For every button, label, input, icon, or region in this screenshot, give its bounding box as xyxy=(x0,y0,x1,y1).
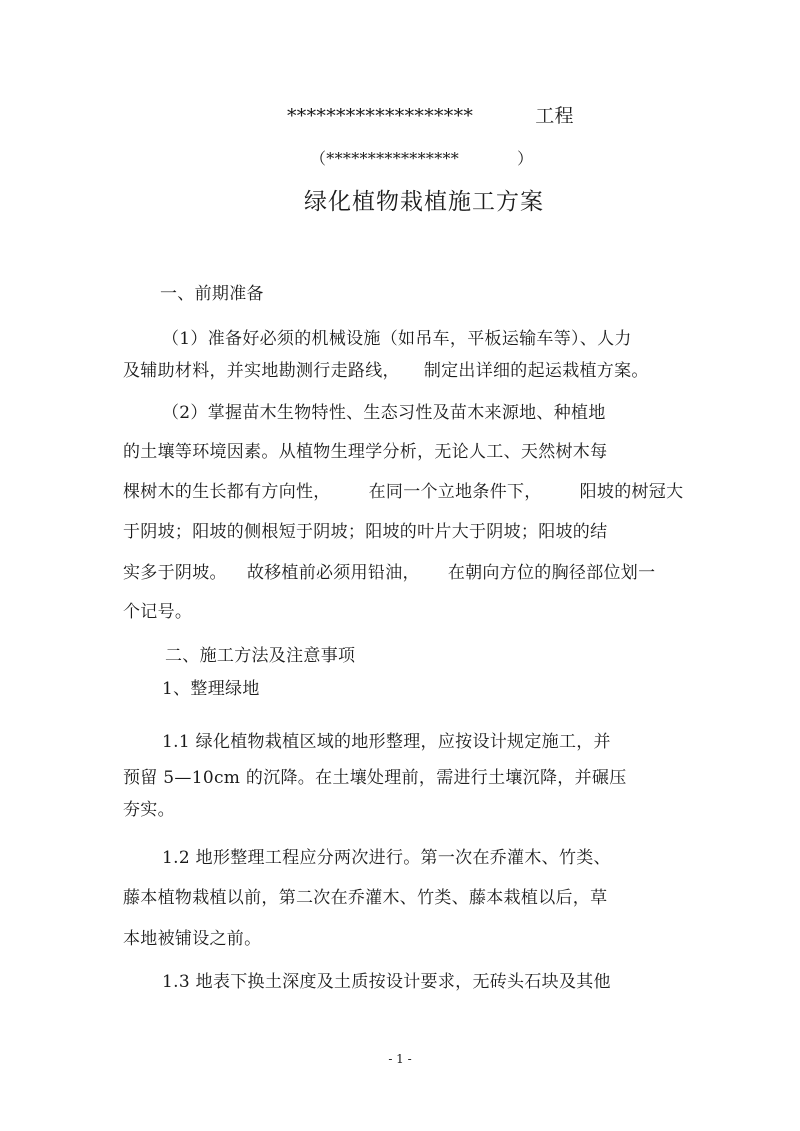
project-title-line xyxy=(287,104,574,128)
s1-p2-line-1: （2）掌握苗木生物特性、生态习性及苗木来源地、种植地 xyxy=(162,403,606,423)
s1-p2-line-2: 的土壤等环境因素。从植物生理学分析，无论人工、天然树木每 xyxy=(123,442,608,462)
s1-p1-line-1: （1）准备好必须的机械设施（如吊车，平板运输车等）、人力 xyxy=(162,329,632,349)
s1-p1-line-2: 及辅助材料，并实地勘测行走路线， 制定出详细的起运栽植方案。 xyxy=(123,361,649,381)
s1-p2-line-4: 于阴坡；阳坡的侧根短于阴坡；阳坡的叶片大于阴坡；阳坡的结 xyxy=(123,522,608,542)
project-stars: ******************* xyxy=(287,105,474,127)
s1-p2-line-5: 实多于阴坡。 故移植前必须用铅油， 在朝向方位的胸径部位划一 xyxy=(123,563,656,583)
p1-2-line-3: 本地被铺设之前。 xyxy=(123,929,262,949)
document-title: 绿化植物栽植施工方案 xyxy=(304,189,544,215)
s1-p2-line-3: 棵树木的生长都有方向性， 在同一个立地条件下， 阳坡的树冠大 xyxy=(123,482,684,502)
subtitle-open: （**************** xyxy=(310,149,460,168)
section-2-heading: 二、施工方法及注意事项 xyxy=(165,646,356,666)
p1-1-line-1: 1.1 绿化植物栽植区域的地形整理，应按设计规定施工，并 xyxy=(162,732,611,752)
p1-2-line-1: 1.2 地形整理工程应分两次进行。第一次在乔灌木、竹类、 xyxy=(162,848,611,868)
page-number: - 1 - xyxy=(388,1052,412,1066)
project-suffix: 工程 xyxy=(535,105,574,127)
p1-1-line-3: 夯实。 xyxy=(123,800,175,820)
project-subtitle-line xyxy=(310,147,533,171)
p1-3-line-1: 1.3 地表下换土深度及土质按设计要求，无砖头石块及其他 xyxy=(162,972,611,992)
p1-2-line-2: 藤本植物栽植以前，第二次在乔灌木、竹类、藤本栽植以后，草 xyxy=(123,888,608,908)
section-1-heading: 一、前期准备 xyxy=(160,284,264,304)
subtitle-close: ） xyxy=(517,149,534,168)
s1-p2-line-6: 个记号。 xyxy=(123,602,193,622)
subsection-1-heading: 1、整理绿地 xyxy=(162,679,260,699)
p1-1-line-2: 预留 5—10cm 的沉降。在土壤处理前，需进行土壤沉降，并碾压 xyxy=(123,768,627,788)
